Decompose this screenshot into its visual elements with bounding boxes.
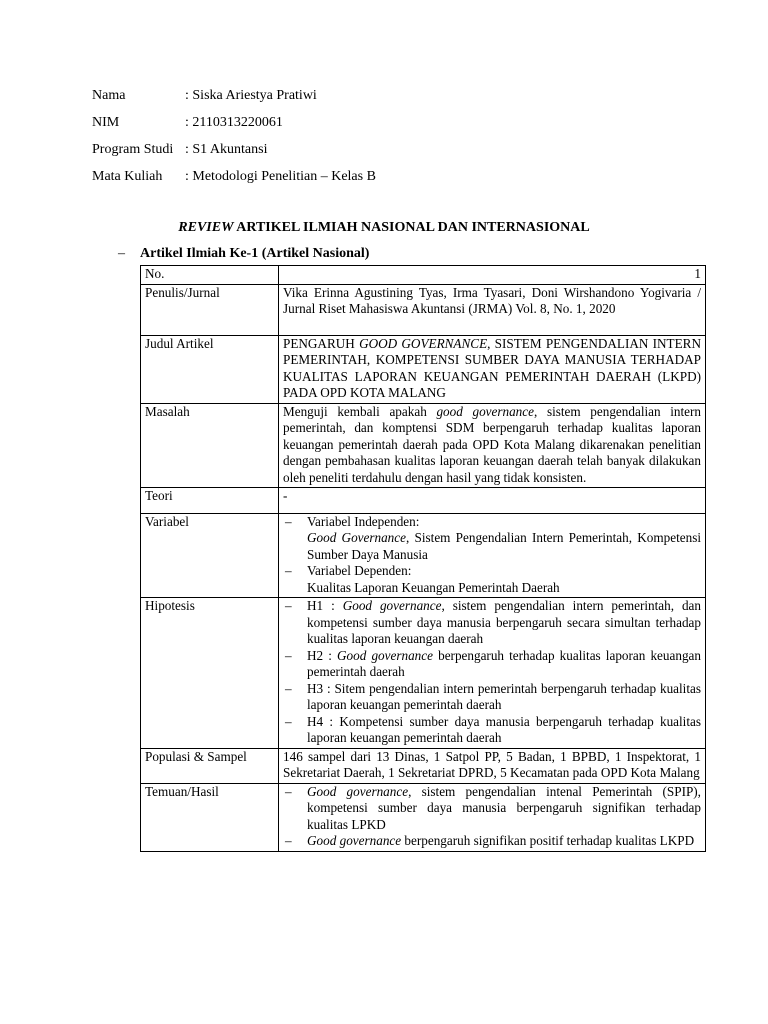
hypothesis-list (283, 598, 701, 747)
row-findings (141, 783, 706, 851)
row-no (141, 266, 706, 285)
theory-value: - (279, 488, 706, 514)
document-title (0, 220, 768, 236)
review-table (140, 265, 706, 852)
variable-label: Variabel (141, 513, 279, 598)
no-label: No. (141, 266, 279, 285)
title-rest: ARTIKEL ILMIAH NASIONAL DAN INTERNASIONAL (233, 220, 590, 235)
name-value: : Siska Ariestya Pratiwi (185, 88, 317, 103)
h1-pre: H1 : (307, 598, 343, 613)
course-value: : Metodologi Penelitian – Kelas B (185, 169, 376, 184)
h2-pre: H2 : (307, 647, 338, 663)
problem-pre: Menguji kembali apakah (283, 403, 437, 419)
row-population (141, 748, 706, 783)
findings-list (283, 784, 701, 850)
var-indep-head: Variabel Independen: (307, 513, 420, 529)
row-author (141, 284, 706, 335)
row-problem (141, 403, 706, 488)
finding-2 (283, 833, 701, 850)
author-label: Penulis/Jurnal (141, 284, 279, 335)
bullet-dash: – (285, 680, 292, 696)
f2-em: Good governance (307, 833, 402, 848)
bullet-dash: – (285, 783, 292, 799)
h4-text: H4 : Kompetensi sumber daya manusia berpengaruh terhadap kualitas laporan keuangan pemerintah daerah (307, 713, 701, 745)
f2-post: berpengaruh signifikan positif terhadap kualitas LKPD (401, 833, 695, 848)
hyp-value (279, 598, 706, 749)
var-dep-head: Variabel Dependen: (307, 563, 412, 578)
hypothesis-h1 (283, 598, 701, 648)
theory-label: Teori (141, 488, 279, 514)
find-value (279, 783, 706, 851)
nim-value: : 2110313220061 (185, 115, 283, 130)
section-label: Artikel Ilmiah Ke-1 (Artikel Nasional) (140, 246, 370, 261)
program-value: : S1 Akuntansi (185, 142, 268, 157)
section-heading (118, 246, 369, 262)
section-dash: – (118, 246, 125, 261)
nim-label: NIM (92, 115, 120, 130)
row-title (141, 335, 706, 403)
title-post: , SISTEM PENGENDALIAN INTERN PEMERINTAH, KOMPETENSI SUMBER DAYA MANUSIA TERHADAP KUALITAS LAPORAN KEUANGAN PEMERINTAH DAERAH (LKPD) PADA OPD KOTA MALANG (283, 335, 701, 400)
variable-list (283, 514, 701, 597)
name-label: Nama (92, 88, 126, 103)
bullet-dash: – (285, 513, 292, 529)
h1-em: Good governance (342, 598, 442, 613)
variable-independent (283, 514, 701, 564)
title-pre: PENGARUH (283, 335, 360, 351)
problem-post: , sistem pengendalian intern pemerintah, dan komptensi SDM berpengaruh terhadap kualitas laporan keuangan pemerintah daerah pada OPD Kota Malang dikarenakan penelitian dengan pembahasan kualitas laporan keuangan daerah telah banyak dilakukan oleh peneliti terdahulu dengan hasil yang tidak konsisten. (283, 403, 701, 485)
title-italic: REVIEW (178, 220, 234, 235)
problem-em: good governance (436, 403, 534, 419)
hyp-label: Hipotesis (141, 598, 279, 749)
finding-1 (283, 784, 701, 834)
hypothesis-h4 (283, 714, 701, 747)
no-value: 1 (279, 266, 706, 285)
title-em: GOOD GOVERNANCE (359, 335, 488, 351)
title-label: Judul Artikel (141, 335, 279, 403)
bullet-dash: – (285, 598, 292, 613)
course-label: Mata Kuliah (92, 169, 163, 184)
h2-post: berpengaruh terhadap kualitas laporan keuangan pemerintah daerah (307, 647, 701, 679)
pop-label: Populasi & Sampel (141, 748, 279, 783)
find-label: Temuan/Hasil (141, 783, 279, 851)
h2-em: Good governance (337, 647, 433, 663)
author-value: Vika Erinna Agustining Tyas, Irma Tyasari, Doni Wirshandono Yogivaria / Jurnal Riset Mahasiswa Akuntansi (JRMA) Vol. 8, No. 1, 2020 (279, 284, 706, 335)
pop-value: 146 sampel dari 13 Dinas, 1 Satpol PP, 5 Badan, 1 BPBD, 1 Inspektorat, 1 Sekretariat Daerah, 1 Sekretariat DPRD, 5 Kecamatan pada OPD Kota Malang (279, 748, 706, 783)
row-variable (141, 513, 706, 598)
var-dep-body: Kualitas Laporan Keuangan Pemerintah Daerah (307, 579, 560, 595)
h3-text: H3 : Sitem pengendalian intern pemerintah berpengaruh terhadap kualitas laporan keuangan pemerintah daerah (307, 680, 701, 712)
problem-value (279, 403, 706, 488)
bullet-dash: – (285, 563, 292, 578)
h1-post: , sistem pengendalian intern pemerintah, dan kompetensi sumber daya manusia berpengaruh secara simultan terhadap kualitas laporan keuangan daerah (307, 598, 701, 646)
row-hypothesis (141, 598, 706, 749)
problem-label: Masalah (141, 403, 279, 488)
hypothesis-h3 (283, 681, 701, 714)
hypothesis-h2 (283, 648, 701, 681)
program-label: Program Studi (92, 142, 174, 157)
bullet-dash: – (285, 647, 292, 663)
title-value (279, 335, 706, 403)
var-indep-post: , Sistem Pengendalian Intern Pemerintah, Kompetensi Sumber Daya Manusia (307, 530, 702, 562)
bullet-dash: – (285, 713, 292, 729)
f1-em: Good governance (307, 783, 409, 799)
var-indep-em: Good Governance (307, 530, 406, 545)
variable-value (279, 513, 706, 598)
f1-post: , sistem pengendalian intenal Pemerintah (SPIP), kompetensi sumber daya manusia berpengaruh signifikan terhadap kualitas LPKD (307, 783, 701, 832)
row-theory (141, 488, 706, 514)
variable-dependent (283, 563, 701, 596)
bullet-dash: – (285, 833, 292, 848)
